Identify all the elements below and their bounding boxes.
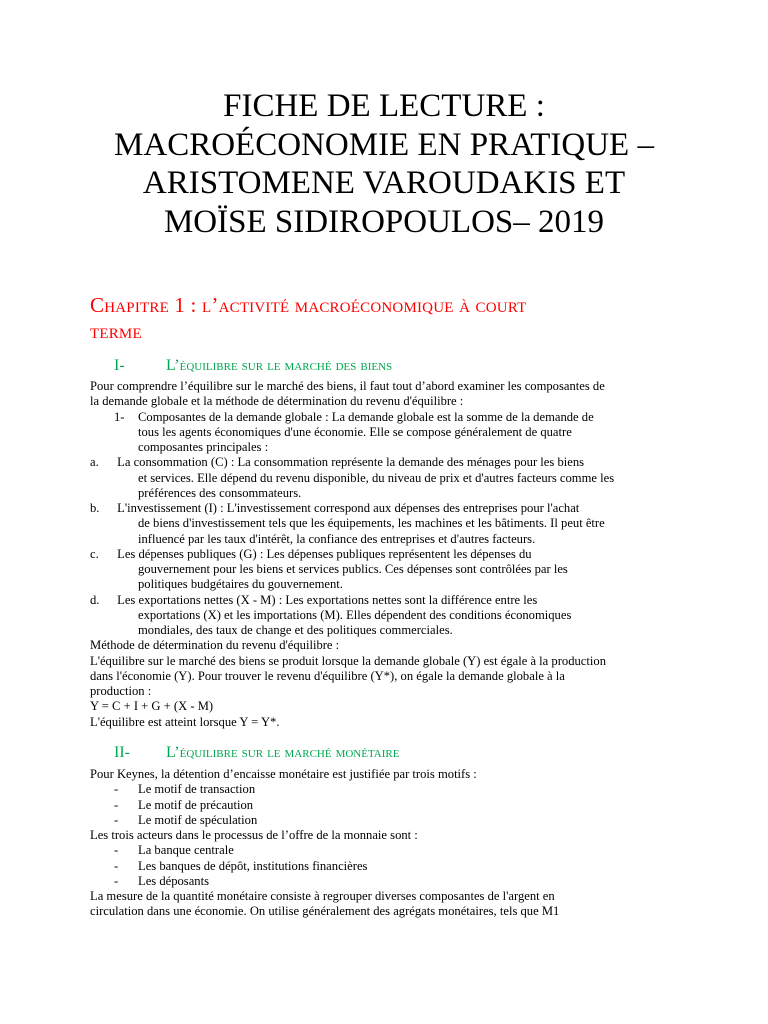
list-marker: - <box>114 812 119 827</box>
list-marker: - <box>114 782 119 797</box>
chapter-heading-line: Chapitre 1 : l’activité macroéconomique à court <box>90 293 527 317</box>
title-line: MACROÉCONOMIE EN PRATIQUE – <box>114 126 654 163</box>
text-line <box>90 623 680 638</box>
line-text: Pour Keynes, la détention d’encaisse monétaire est justifiée par trois motifs : <box>90 767 477 781</box>
text-line <box>90 577 680 592</box>
section-title: L’équilibre sur le marché monétaire <box>166 744 400 761</box>
text-line <box>90 699 680 714</box>
text-line <box>90 904 680 919</box>
line-text: Le motif de précaution <box>138 797 254 812</box>
text-line <box>90 455 680 470</box>
line-text: Le motif de spéculation <box>138 812 258 827</box>
line-text: Les banques de dépôt, institutions financières <box>138 858 368 873</box>
chapter-heading <box>90 292 710 344</box>
line-text: composantes principales : <box>138 440 269 454</box>
text-line <box>90 638 680 653</box>
line-text: gouvernement pour les biens et services publics. Ces dépenses sont contrôlées par les <box>138 562 568 576</box>
list-marker: c. <box>90 546 99 561</box>
line-text: exportations (X) et les importations (M). Elles dépendent des conditions économiques <box>138 607 572 622</box>
chapter-heading-line: terme <box>90 319 142 343</box>
section-1-body <box>90 379 680 730</box>
text-line <box>90 593 680 608</box>
line-text: Les déposants <box>138 873 209 888</box>
section-number: I- <box>114 357 125 374</box>
text-line <box>90 410 680 425</box>
text-line <box>90 547 680 562</box>
list-marker: - <box>114 873 119 888</box>
text-line <box>90 425 680 440</box>
line-text: la demande globale et la méthode de détermination du revenu d'équilibre : <box>90 394 464 409</box>
text-line <box>90 874 680 889</box>
text-line <box>90 813 680 828</box>
line-text: Y = C + I + G + (X - M) <box>90 699 214 714</box>
text-line <box>90 562 680 577</box>
line-text: et services. Elle dépend du revenu disponible, du niveau de prix et d'autres facteurs comme les <box>138 470 615 485</box>
line-text: La consommation (C) : La consommation représente la demande des ménages pour les biens <box>114 455 585 470</box>
list-marker: b. <box>90 501 100 515</box>
line-text: Les trois acteurs dans le processus de l’offre de la monnaie sont : <box>90 828 418 842</box>
text-line <box>90 440 680 455</box>
line-text: politiques budgétaires du gouvernement. <box>138 577 343 592</box>
text-line <box>90 715 680 730</box>
line-text: Composantes de la demande globale : La demande globale est la somme de la demande de <box>138 409 594 424</box>
text-line <box>90 889 680 904</box>
line-text: L'investissement (I) : L'investissement correspond aux dépenses des entreprises pour l'achat <box>114 501 580 515</box>
text-line <box>90 828 680 843</box>
section-number: II- <box>114 744 130 761</box>
text-line <box>90 471 680 486</box>
text-line <box>90 654 680 669</box>
line-text: de biens d'investissement tels que les équipements, les machines et les bâtiments. Il peut être <box>138 516 605 531</box>
list-marker: a. <box>90 455 99 470</box>
list-marker: d. <box>90 592 100 607</box>
line-text: Pour comprendre l’équilibre sur le marché des biens, il faut tout d’abord examiner les composantes de <box>90 379 605 393</box>
line-text: La banque centrale <box>138 843 234 858</box>
title-line: MOÏSE SIDIROPOULOS– 2019 <box>163 203 605 240</box>
text-line <box>90 843 680 858</box>
section-heading-1 <box>114 357 392 375</box>
document-title <box>60 87 708 241</box>
line-text: influencé par les taux d'intérêt, la confiance des entreprises et d'autres facteurs. <box>138 531 536 546</box>
line-text: L'équilibre est atteint lorsque Y = Y*. <box>90 714 280 729</box>
title-line: ARISTOMENE VAROUDAKIS ET <box>142 165 626 201</box>
text-line <box>90 859 680 874</box>
line-text: Les dépenses publiques (G) : Les dépenses publiques représentent les dépenses du <box>114 546 532 561</box>
line-text: Les exportations nettes (X - M) : Les exportations nettes sont la différence entre les <box>114 592 538 607</box>
title-line: FICHE DE LECTURE : <box>223 88 545 124</box>
list-marker: - <box>114 843 119 858</box>
line-text: préférences des consommateurs. <box>138 485 302 500</box>
section-2-body <box>90 767 680 920</box>
text-line <box>90 486 680 501</box>
section-heading-2 <box>114 744 399 762</box>
text-line <box>90 767 680 782</box>
list-marker: 1- <box>114 409 125 424</box>
list-marker: - <box>114 797 119 812</box>
text-line <box>90 798 680 813</box>
line-text: Le motif de transaction <box>138 782 256 797</box>
text-line <box>90 608 680 623</box>
text-line <box>90 684 680 699</box>
line-text: mondiales, des taux de change et des politiques commerciales. <box>138 623 453 637</box>
text-line <box>90 532 680 547</box>
line-text: tous les agents économiques d'une économie. Elle se compose généralement de quatre <box>138 424 572 439</box>
line-text: La mesure de la quantité monétaire consiste à regrouper diverses composantes de l'argent en <box>90 889 555 903</box>
text-line <box>90 516 680 531</box>
line-text: dans l'économie (Y). Pour trouver le revenu d'équilibre (Y*), on égale la demande globale à la <box>90 668 565 683</box>
line-text: circulation dans une économie. On utilise généralement des agrégats monétaires, tels que M1 <box>90 904 560 919</box>
text-line <box>90 379 680 394</box>
text-line <box>90 501 680 516</box>
list-marker: - <box>114 858 119 873</box>
section-title: L’équilibre sur le marché des biens <box>166 357 393 374</box>
line-text: Méthode de détermination du revenu d'équilibre : <box>90 638 340 653</box>
text-line <box>90 394 680 409</box>
line-text: production : <box>90 684 152 698</box>
text-line <box>90 782 680 797</box>
line-text: L'équilibre sur le marché des biens se produit lorsque la demande globale (Y) est égale à la production <box>90 653 606 668</box>
text-line <box>90 669 680 684</box>
